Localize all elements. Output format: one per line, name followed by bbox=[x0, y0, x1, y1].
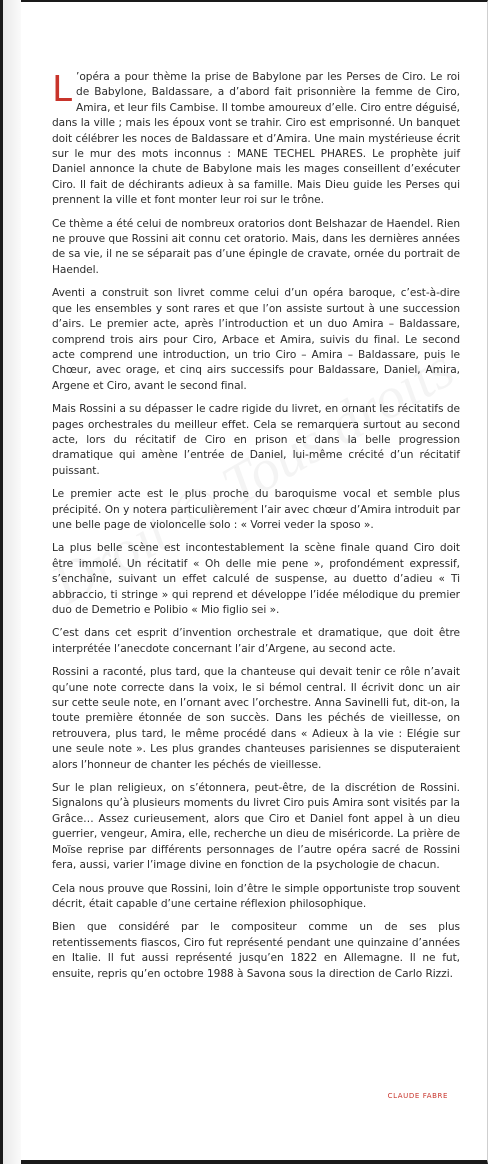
paragraph-8: Rossini a raconté, plus tard, que la chanteuse qui devait tenir ce rôle n’avait qu’une note correcte dans la voix, le si bémol central. Il écrivit donc un air sur cette seule note, en l’ornant avec l’orchestre. Anna Savinelli fut, dit-on, la toute première étonnée de son succès. Dans les péchés de vieillesse, on retrouvera, plus tard, le même procédé dans « Adieux à la vie : Elégie sur une seule note ». Les plus grandes chanteuses parisiennes se disputeraient alors l’honneur de chanter les péchés de vieillesse. bbox=[52, 666, 460, 771]
paragraph-4: Mais Rossini a su dépasser le cadre rigide du livret, en ornant les récitatifs de pages orchestrales du meilleur effet. Cela se remarquera surtout au second acte, lors du récitatif de Ciro en prison et dans la belle progression dramatique qui amène l’entrée de Daniel, lui-même crécité d’un récitatif puissant. bbox=[52, 403, 460, 477]
paragraph-2: Ce thème a été celui de nombreux oratorios dont Belshazar de Haendel. Rien ne prouve que Rossini ait connu cet oratorio. Mais, dans les dernières années de sa vie, il ne se séparait pas d’une épingle de cravate, ornée du portrait de Haendel. bbox=[52, 217, 460, 276]
paragraph-10: Cela nous prouve que Rossini, loin d’être le simple opportuniste trop souvent décrit, était capable d’une certaine réflexion philosophique. bbox=[52, 882, 460, 910]
paragraph-6: La plus belle scène est incontestablement la scène finale quand Ciro doit être immolé. Un récitatif « Oh delle mie pene », profondément expressif, s’enchaîne, suivant un effet calculé de suspense, au duetto d’adieu « Ti abbraccio, ti stringe » qui reprend et développe l’idée mélodique du premier duo de Demetrio e Polibio « Mio figlio sei ». bbox=[52, 542, 460, 616]
paragraph-5: Le premier acte est le plus proche du baroquisme vocal et semble plus précipité. On y notera particulièrement l’air avec chœur d’Amira introduit par une belle page de violoncelle solo : « Vorrei veder la sposo ». bbox=[52, 488, 460, 531]
paragraph-1 bbox=[52, 70, 460, 209]
article-body bbox=[52, 70, 460, 990]
binding-shadow bbox=[3, 0, 21, 1164]
drop-cap: L bbox=[52, 69, 73, 110]
paragraph-7: C’est dans cet esprit d’invention orchestrale et dramatique, que doit être interprétée l’anecdote concernant l’air d’Argene, au second acte. bbox=[52, 627, 460, 655]
paragraph-11: Bien que considéré par le compositeur comme un de ses plus retentissements fiascos, Ciro fut représenté pendant une quinzaine d’années en Italie. Il fut aussi représenté jusqu’en 1822 en Allemagne. Il ne fut, ensuite, repris qu’en octobre 1988 à Savona sous la direction de Carlo Rizzi. bbox=[52, 921, 460, 980]
paragraph-3: Aventi a construit son livret comme celui d’un opéra baroque, c’est-à-dire que les ensembles y sont rares et que l’on assiste surtout à une succession d’airs. Le premier acte, après l’introduction et un duo Amira – Baldassare, comprend trois airs pour Ciro, Arbace et Amira, suivis du final. Le second acte comprend une introduction, un trio Ciro – Amira – Baldassare, puis le Chœur, avec orage, et cinq airs successifs pour Baldassare, Daniel, Amira, Argene et Ciro, avant le second final. bbox=[52, 287, 460, 392]
paragraph-9: Sur le plan religieux, on s’étonnera, peut-être, de la discrétion de Rossini. Signalons qu’à plusieurs moments du livret Ciro puis Amira sont visités par la Grâce… Assez curieusement, alors que Ciro et Daniel font appel à un dieu guerrier, vengeur, Amira, elle, recherche un dieu de miséricorde. La prière de Moïse reprise par différents personnages de l’autre opéra sacré de Rossini fera, aussi, varier l’image divine en fonction de la psychologie de chacun. bbox=[52, 782, 460, 872]
paragraph-1-text: ’opéra a pour thème la prise de Babylone par les Perses de Ciro. Le roi de Babylone, Baldassare, a d’abord fait prisonnière la femme de Ciro, Amira, et leur fils Cambise. Il tombe amoureux d’elle. Ciro entre déguisé, dans la ville ; mais les époux vont se trahir. Ciro est emprisonné. Un banquet doit célébrer les noces de Baldassare et d’Amira. Une main mystérieuse écrit sur le mur des mots inconnus : MANE TECHEL PHARES. Le prophète juif Daniel annonce la chute de Babylone mais les mages conseillent d’exécuter Ciro. Il fait de déchirants adieux à sa famille. Mais Dieu guide les Perses qui prennent la ville et font monter leur roi sur le trône. bbox=[52, 71, 460, 207]
author-signature: CLAUDE FABRE bbox=[387, 1092, 448, 1100]
